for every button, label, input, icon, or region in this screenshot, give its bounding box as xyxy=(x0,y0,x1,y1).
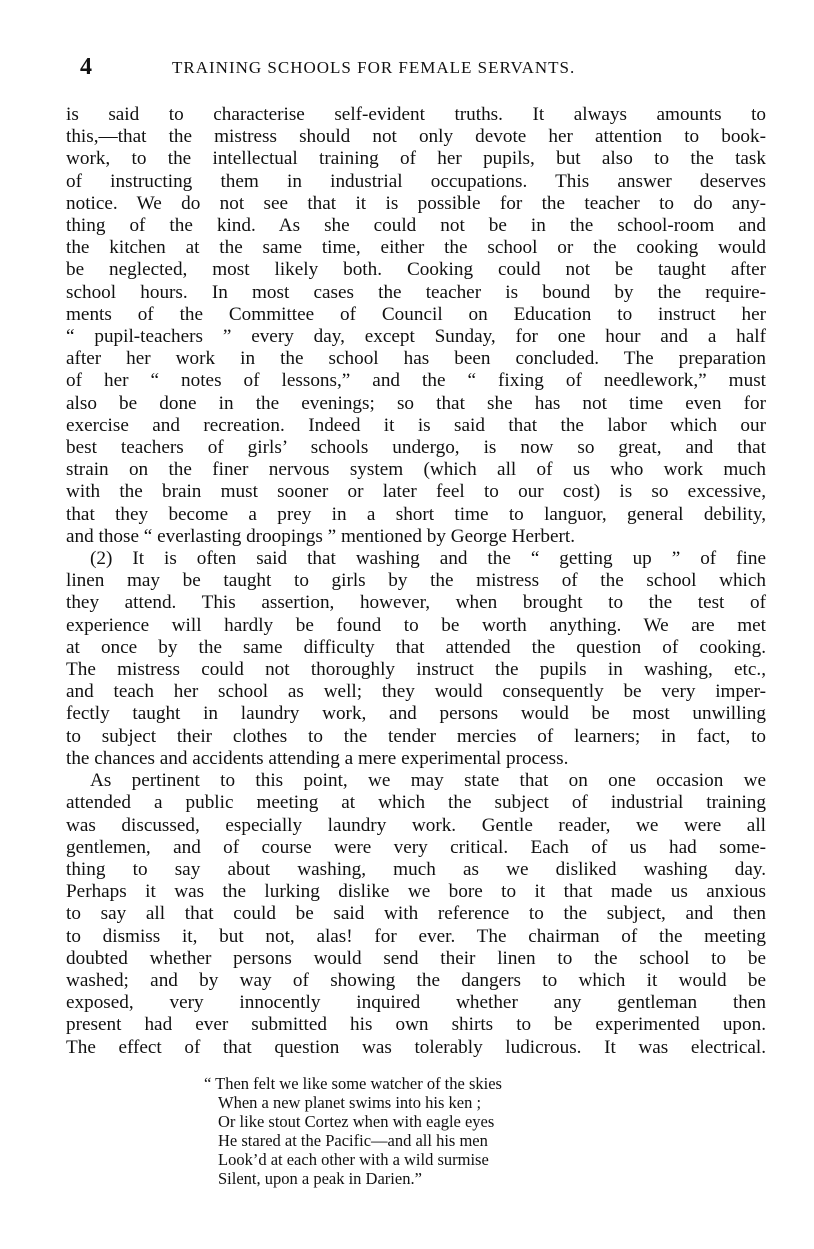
poem-line: “ Then felt we like some watcher of the skies xyxy=(204,1074,502,1093)
poem-line: When a new planet swims into his ken ; xyxy=(218,1093,482,1112)
text-line: they attend. This assertion, however, when brought to the test of xyxy=(66,592,766,614)
page-header xyxy=(80,54,770,80)
text-line: (2) It is often said that washing and the “ getting up ” of fine xyxy=(90,548,766,570)
poem-line: He stared at the Pacific—and all his men xyxy=(218,1131,488,1150)
text-line: thing of the kind. As she could not be in the school-room and xyxy=(66,215,766,237)
text-line: washed; and by way of showing the dangers to which it would be xyxy=(66,969,766,991)
text-line: notice. We do not see that it is possible for the teacher to do any- xyxy=(66,192,766,214)
text-line: to dismiss it, but not, alas! for ever. The chairman of the meeting xyxy=(66,925,766,947)
body-text xyxy=(66,104,766,1059)
text-line: and teach her school as well; they would consequently be very imper- xyxy=(66,681,766,703)
text-line: is said to characterise self-evident truths. It always amounts to xyxy=(66,104,766,125)
text-line: exposed, very innocently inquired whether any gentleman then xyxy=(66,992,766,1014)
text-line: present had ever submitted his own shirts to be experimented upon. xyxy=(66,1014,766,1036)
poem-line: Silent, upon a peak in Darien.” xyxy=(218,1169,422,1188)
text-line: after her work in the school has been concluded. The preparation xyxy=(66,348,766,370)
text-line: of her “ notes of lessons,” and the “ fixing of needlework,” must xyxy=(66,370,766,392)
text-line: Perhaps it was the lurking dislike we bore to it that made us anxious xyxy=(66,881,766,903)
page-number: 4 xyxy=(80,54,92,80)
text-line: best teachers of girls’ schools undergo, is now so great, and that xyxy=(66,437,766,459)
text-line: was discussed, especially laundry work. Gentle reader, we were all xyxy=(66,814,766,836)
text-line: the kitchen at the same time, either the school or the cooking would xyxy=(66,237,766,259)
text-line: to say all that could be said with reference to the subject, and then xyxy=(66,903,766,925)
text-line: school hours. In most cases the teacher is bound by the require- xyxy=(66,281,766,303)
poem-quotation xyxy=(204,1074,644,1188)
text-line: fectly taught in laundry work, and persons would be most unwilling xyxy=(66,703,766,725)
text-line: As pertinent to this point, we may state that on one occasion we xyxy=(90,770,766,792)
text-line: at once by the same difficulty that attended the question of cooking. xyxy=(66,636,766,658)
text-line: The mistress could not thoroughly instruct the pupils in washing, etc., xyxy=(66,659,766,681)
text-line: “ pupil-teachers ” every day, except Sunday, for one hour and a half xyxy=(66,326,766,348)
text-line: The effect of that question was tolerably ludicrous. It was electrical. xyxy=(66,1036,766,1058)
text-line: of instructing them in industrial occupations. This answer deserves xyxy=(66,170,766,192)
text-line: the chances and accidents attending a mere experimental process. xyxy=(66,747,569,769)
text-line: work, to the intellectual training of her pupils, but also to the task xyxy=(66,148,766,170)
text-line: with the brain must sooner or later feel to our cost) is so excessive, xyxy=(66,481,766,503)
text-line: doubted whether persons would send their linen to the school to be xyxy=(66,947,766,969)
text-line: ments of the Committee of Council on Education to instruct her xyxy=(66,303,766,325)
text-line: exercise and recreation. Indeed it is said that the labor which our xyxy=(66,414,766,436)
text-line: that they become a prey in a short time to languor, general debility, xyxy=(66,503,766,525)
text-line: linen may be taught to girls by the mistress of the school which xyxy=(66,570,766,592)
text-line: to subject their clothes to the tender mercies of learners; in fact, to xyxy=(66,725,766,747)
text-line: be neglected, most likely both. Cooking could not be taught after xyxy=(66,259,766,281)
text-line: and those “ everlasting droopings ” mentioned by George Herbert. xyxy=(66,525,576,547)
running-title: TRAINING SCHOOLS FOR FEMALE SERVANTS. xyxy=(172,58,576,77)
text-line: also be done in the evenings; so that she has not time even for xyxy=(66,392,766,414)
text-line: attended a public meeting at which the subject of industrial training xyxy=(66,792,766,814)
text-line: experience will hardly be found to be worth anything. We are met xyxy=(66,614,766,636)
poem-line: Or like stout Cortez when with eagle eyes xyxy=(218,1112,495,1131)
text-line: strain on the finer nervous system (which all of us who work much xyxy=(66,459,766,481)
text-line: thing to say about washing, much as we disliked washing day. xyxy=(66,858,766,880)
poem-line: Look’d at each other with a wild surmise xyxy=(218,1150,489,1169)
text-line: this,—that the mistress should not only devote her attention to book- xyxy=(66,126,766,148)
text-line: gentlemen, and of course were very critical. Each of us had some- xyxy=(66,836,766,858)
